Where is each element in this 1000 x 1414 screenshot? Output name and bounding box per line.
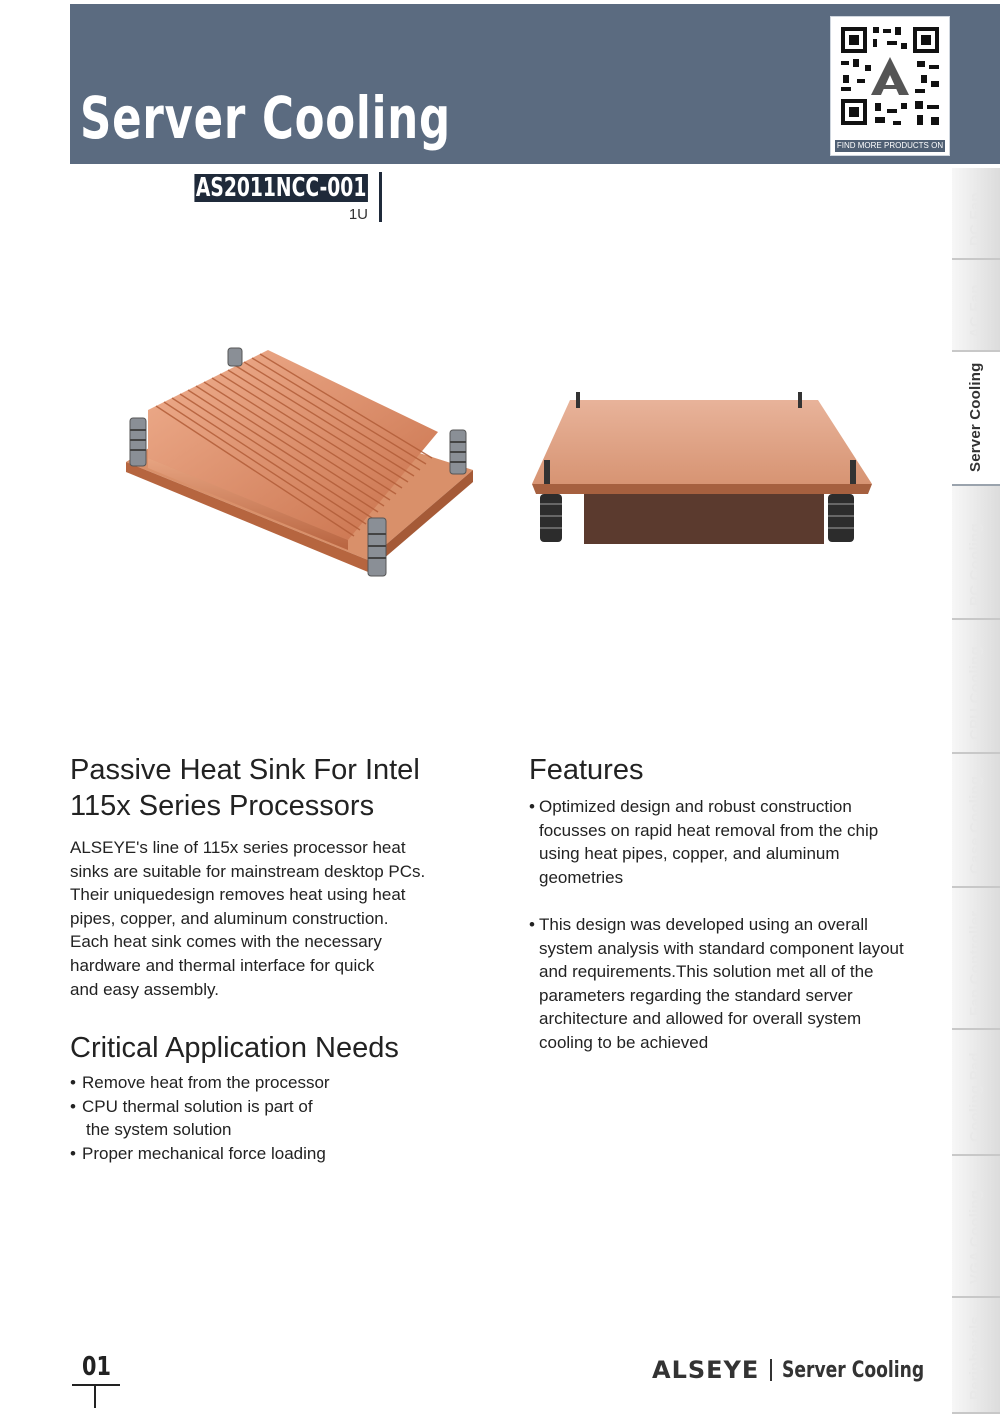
tab-label: PC Cooling	[967, 523, 984, 606]
list-item: • Proper mechanical force loading	[70, 1142, 450, 1166]
intro-line: hardware and thermal interface for quick	[70, 955, 375, 975]
list-item: • CPU thermal solution is part of	[70, 1095, 450, 1119]
intro-line: ALSEYE's line of 115x series processor heat	[70, 838, 406, 857]
intro-line: pipes, copper, and aluminum construction.	[70, 908, 389, 928]
tab-label: AC Fan	[967, 284, 984, 338]
intro-line: sinks are suitable for mainstream desktop PCs.	[70, 861, 426, 881]
tab-case-cooling[interactable]	[952, 754, 1000, 888]
list-item: • Remove heat from the processor	[70, 1071, 450, 1095]
tab-label: VGA Cooling	[967, 1189, 984, 1284]
header-banner	[70, 4, 1000, 164]
intro-description	[70, 836, 490, 1001]
page-number-tick	[94, 1384, 96, 1408]
heatsink-photo-base	[528, 390, 878, 550]
features-title: Features	[529, 754, 644, 786]
intro-title-line-2: 115x Series Processors	[70, 790, 375, 822]
tab-server-cooling[interactable]	[952, 352, 1000, 486]
page-title: Server Cooling	[80, 84, 451, 152]
category-tabs	[952, 168, 1000, 1414]
qr-code[interactable]	[830, 16, 950, 156]
tab-label: Cooling Pad	[967, 1052, 984, 1142]
tab-fan-controller[interactable]	[952, 888, 1000, 1030]
list-item: the system solution	[86, 1120, 232, 1140]
footer-brand	[652, 1356, 965, 1386]
tab-cooling-pad[interactable]	[952, 1030, 1000, 1156]
list-item: • Optimized design and robust construction focusses on rapid heat removal from the chip using heat pipes, copper, and aluminum geometries	[529, 795, 919, 889]
intro-line: Their uniquedesign removes heat using heat	[70, 885, 406, 905]
footer-section-name: Server Cooling	[782, 1357, 925, 1383]
qr-code-icon	[831, 17, 949, 135]
page-number: 01	[82, 1352, 111, 1382]
intro-line: Each heat sink comes with the necessary	[70, 932, 382, 952]
needs-title: Critical Application Needs	[70, 1032, 399, 1064]
intro-title-line-1: Passive Heat Sink For Intel	[70, 754, 420, 786]
tab-label: Case Cooling	[967, 775, 984, 874]
brand-divider	[770, 1359, 772, 1381]
tab-label: Server Cooling	[967, 362, 984, 472]
brand-logo: ALSEYE	[652, 1356, 760, 1384]
model-block	[196, 172, 382, 224]
tab-label: Fan Controller	[967, 910, 984, 1016]
tab-cpu-cooling[interactable]	[952, 620, 1000, 754]
model-number: AS2011NCC-001	[196, 173, 367, 203]
intro-title	[70, 752, 490, 824]
tab-vga-cooling[interactable]	[952, 1156, 1000, 1298]
heatsink-photo-fins	[118, 340, 478, 590]
tab-pc-cooling[interactable]	[952, 486, 1000, 620]
tab-dc-fan[interactable]	[952, 168, 1000, 260]
page-number-underline	[72, 1384, 120, 1386]
list-item: • This design was developed using an overall system analysis with standard component layout and requirements.This solution met all of the parameters regarding the standard server architecture and allowed for overall system cooling to be achieved	[529, 913, 919, 1055]
features-list	[529, 795, 919, 1078]
qr-caption: FIND MORE PRODUCTS ON	[836, 141, 944, 150]
tab-label: CPU Cooling	[967, 646, 984, 740]
model-divider	[379, 172, 382, 222]
tab-label: DC Fan	[967, 192, 984, 246]
tab-label: Peripherals	[967, 1316, 984, 1400]
needs-list	[70, 1071, 450, 1165]
tab-ac-fan[interactable]	[952, 260, 1000, 352]
intro-line: and easy assembly.	[70, 979, 219, 999]
form-factor: 1U	[348, 206, 368, 223]
